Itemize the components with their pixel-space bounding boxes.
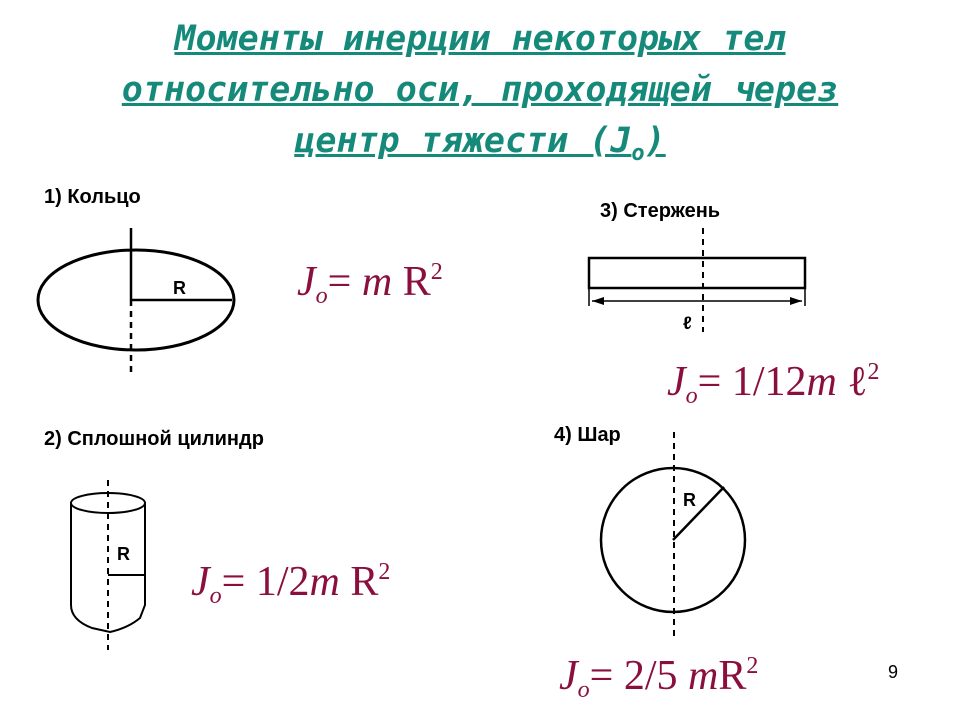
ring-figure bbox=[38, 228, 234, 376]
formula-sphere: $J_о= 2/5$ $mR^2$ bbox=[559, 653, 759, 703]
label-rod: 3) Стержень bbox=[600, 200, 721, 222]
label-cylinder: 2) Сплошной цилиндр bbox=[44, 428, 264, 450]
label-sphere: 4) Шар bbox=[554, 424, 621, 446]
cylinder-figure bbox=[71, 480, 145, 650]
title-line-3: центр тяжести $(J_о)$ bbox=[294, 121, 666, 166]
ring-radius-label: R bbox=[173, 278, 186, 298]
rod-length-label: ℓ bbox=[683, 313, 692, 333]
sphere-radius-label: R bbox=[683, 490, 696, 510]
page-number: 9 bbox=[888, 662, 899, 682]
title-line-1: Моменты инерции некоторых тел bbox=[174, 19, 786, 59]
label-ring: 1) Кольцо bbox=[44, 186, 141, 208]
sphere-figure bbox=[601, 432, 745, 640]
formula-ring: $J_о= m$ $R^2$ bbox=[297, 259, 443, 309]
rod-figure bbox=[589, 228, 805, 332]
formula-rod: $J_о= 1/12m$ ℓ$^2$ bbox=[667, 359, 880, 409]
title-line-2: относительно оси, проходящей через bbox=[121, 70, 839, 110]
formula-cylinder: $J_о= 1/2m$ $R^2$ bbox=[191, 559, 391, 609]
cylinder-radius-label: R bbox=[117, 544, 130, 564]
